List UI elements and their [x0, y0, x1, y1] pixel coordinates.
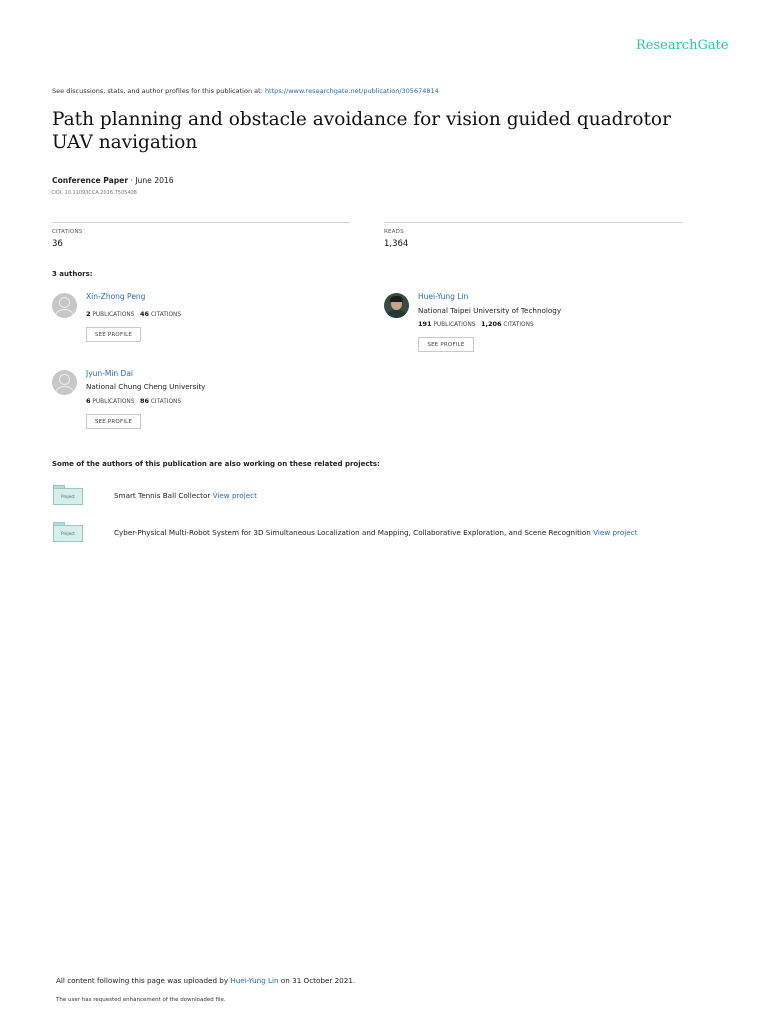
author-publications-label: PUBLICATIONS [92, 312, 135, 318]
citations-value: 36 [52, 239, 63, 249]
author-publications-count: 6 [86, 397, 91, 405]
author-publications-count: 2 [86, 310, 91, 318]
uploader-link[interactable]: Huei-Yung Lin [230, 976, 279, 985]
author-stats [86, 397, 181, 405]
publication-doi: DOI: 10.1109/ICCA.2016.7505408 [52, 190, 137, 196]
author-citations-label: CITATIONS [150, 399, 182, 405]
author-publications-label: PUBLICATIONS [433, 322, 476, 328]
upload-notice [56, 976, 355, 985]
publication-url-link[interactable]: https://www.researchgate.net/publication/305674814 [264, 87, 439, 95]
author-institution: National Chung Cheng University [86, 382, 206, 391]
see-profile-button[interactable]: SEE PROFILE [418, 337, 474, 352]
reads-divider [384, 222, 683, 223]
author-citations-label: CITATIONS [503, 322, 534, 328]
upload-prefix: All content following this page was uploaded by [56, 976, 231, 985]
author-stats [418, 320, 534, 328]
avatar-placeholder-icon[interactable] [52, 293, 77, 318]
author-photo-avatar[interactable] [384, 293, 409, 318]
project-item [114, 528, 637, 537]
authors-heading: 3 authors: [52, 270, 93, 278]
upload-suffix: on 31 October 2021. [278, 976, 356, 985]
author-citations-count: 86 [139, 397, 150, 405]
citations-divider [52, 222, 350, 223]
project-folder-icon [53, 522, 83, 542]
author-stats [86, 310, 181, 318]
project-icon-label: Project [53, 488, 83, 505]
publication-date: · June 2016 [128, 176, 174, 185]
author-name-link[interactable]: Jyun-Min Dai [86, 369, 134, 378]
discussion-line [52, 87, 439, 95]
view-project-link[interactable]: View project [212, 491, 257, 500]
researchgate-logo[interactable]: ResearchGate [636, 38, 729, 53]
author-publications-count: 191 [418, 320, 432, 328]
publication-type-line [52, 176, 174, 185]
view-project-link[interactable]: View project [593, 528, 638, 537]
author-name-link[interactable]: Huei-Yung Lin [418, 292, 469, 301]
enhancement-note: The user has requested enhancement of the downloaded file. [56, 997, 226, 1003]
related-projects-heading: Some of the authors of this publication are also working on these related projects: [52, 460, 380, 468]
reads-value: 1,364 [384, 239, 409, 249]
see-profile-button[interactable]: SEE PROFILE [86, 327, 141, 342]
avatar-placeholder-icon[interactable] [52, 370, 77, 395]
see-profile-button[interactable]: SEE PROFILE [86, 414, 141, 429]
reads-label: READS [384, 229, 404, 235]
citations-label: CITATIONS [52, 229, 83, 235]
author-citations-count: 46 [139, 310, 150, 318]
author-institution: National Taipei University of Technology [418, 306, 562, 315]
author-citations-label: CITATIONS [150, 312, 182, 318]
publication-title: Path planning and obstacle avoidance for vision guided quadrotor UAV navigation [52, 109, 671, 153]
project-item [114, 491, 257, 500]
project-name: Smart Tennis Ball Collector [114, 491, 213, 500]
project-name: Cyber-Physical Multi-Robot System for 3D Simultaneous Localization and Mapping, Collaborative Exploration, and Scene Recognition [114, 528, 594, 537]
project-icon-label: Project [53, 525, 83, 542]
discussion-text: See discussions, stats, and author profiles for this publication at: [52, 87, 265, 95]
project-folder-icon [53, 485, 83, 505]
publication-type: Conference Paper [52, 176, 129, 185]
author-name-link[interactable]: Xin-Zhong Peng [86, 292, 146, 301]
author-publications-label: PUBLICATIONS [92, 399, 135, 405]
author-citations-count: 1,206 [481, 320, 502, 328]
